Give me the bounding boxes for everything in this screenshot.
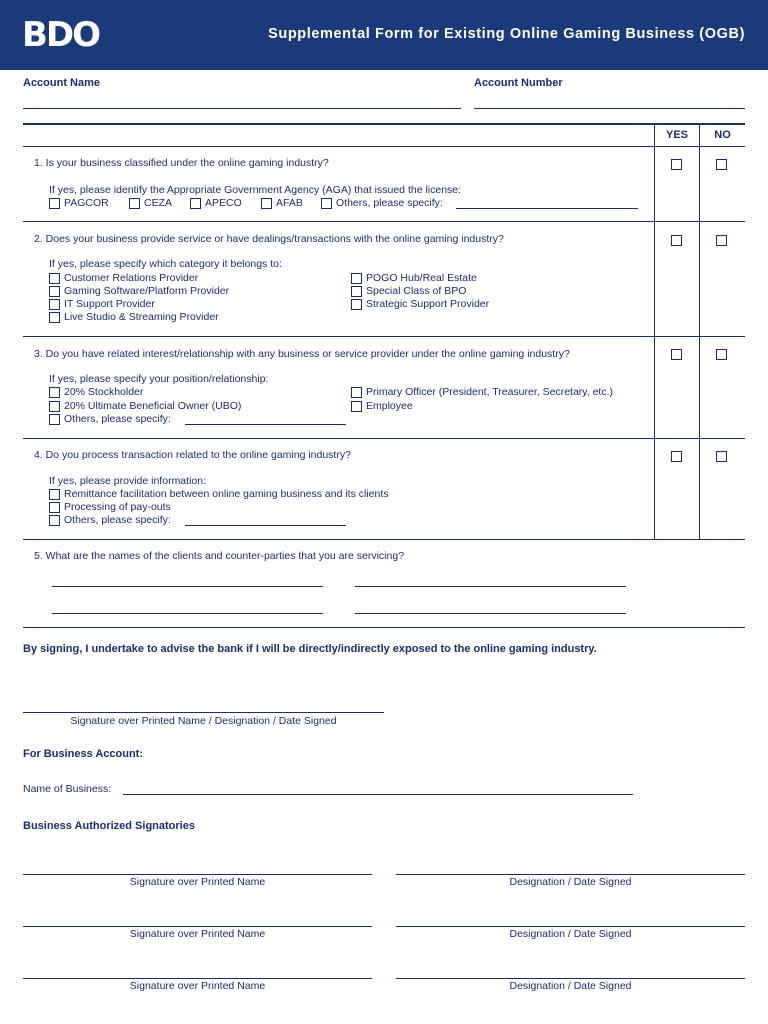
table-top-border [23,123,745,125]
q1-no-checkbox[interactable] [716,159,727,170]
signatories-heading: Business Authorized Signatories [23,820,195,832]
signatory-3-signature-field[interactable] [23,978,372,979]
option-label: IT Support Provider [64,298,155,310]
client-name-field-2[interactable] [355,586,626,587]
q4-no-checkbox[interactable] [716,451,727,462]
q2-yes-checkbox[interactable] [671,235,682,246]
checkbox[interactable] [351,299,362,310]
client-name-field-3[interactable] [52,613,323,614]
q4-prompt: If yes, please provide information: [49,475,206,487]
row-divider [23,221,745,222]
q1-prompt: If yes, please identify the Appropriate Government Agency (AGA) that issued the license: [49,184,462,196]
signatory-3-designation-caption: Designation / Date Signed [509,980,632,992]
signatory-3-designation-field[interactable] [396,978,745,979]
account-name-field[interactable] [23,108,461,109]
section-divider [23,627,745,628]
business-name-label: Name of Business: [23,783,112,795]
option-label: Primary Officer (President, Treasurer, Secretary, etc.) [366,386,614,398]
no-column-divider [699,124,700,539]
option-label: Remittance facilitation between online gaming business and its clients [64,488,389,500]
checkbox[interactable] [351,286,362,297]
q3-others-field[interactable] [185,424,346,425]
checkbox[interactable] [129,198,140,209]
checkbox[interactable] [49,502,60,513]
q1-yes-checkbox[interactable] [671,159,682,170]
q1-others-field[interactable] [456,208,638,209]
checkbox[interactable] [49,489,60,500]
checkbox[interactable] [49,198,60,209]
form-title: Supplemental Form for Existing Online Gaming Business (OGB) [268,26,745,42]
question-2: 2. Does your business provide service or have dealings/transactions with the online gaming industry? [34,233,504,245]
option-label: Others, please specify: [64,413,171,425]
client-name-field-4[interactable] [355,613,626,614]
client-name-field-1[interactable] [52,586,323,587]
checkbox[interactable] [261,198,272,209]
q4-yes-checkbox[interactable] [671,451,682,462]
option-label: Others, please specify: [336,197,443,209]
header-bar [0,0,768,70]
checkbox[interactable] [49,286,60,297]
row-divider [23,336,745,337]
option-label: PAGCOR [64,197,109,209]
option-label: Special Class of BPO [366,285,467,297]
q2-no-checkbox[interactable] [716,235,727,246]
signatory-1-designation-field[interactable] [396,874,745,875]
yes-column-divider [654,124,655,539]
option-label: 20% Stockholder [64,386,144,398]
checkbox[interactable] [49,401,60,412]
signatory-1-signature-caption: Signature over Printed Name [129,876,266,888]
account-number-label: Account Number [474,77,563,89]
signatory-2-signature-caption: Signature over Printed Name [129,928,266,940]
business-name-field[interactable] [123,794,633,795]
option-label: CEZA [144,197,173,209]
signature-caption: Signature over Printed Name / Designation / Date Signed [70,715,337,727]
account-name-label: Account Name [23,77,101,89]
question-3: 3. Do you have related interest/relationship with any business or service provider under the online gaming industry? [34,348,570,360]
signatory-2-designation-field[interactable] [396,926,745,927]
question-5: 5. What are the names of the clients and counter-parties that you are servicing? [34,550,405,562]
option-label: 20% Ultimate Beneficial Owner (UBO) [64,400,242,412]
undertaking-statement: By signing, I undertake to advise the bank if I will be directly/indirectly exposed to the online gaming industry. [23,643,597,655]
row-divider [23,539,745,540]
option-label: Live Studio & Streaming Provider [64,311,219,323]
option-label: POGO Hub/Real Estate [366,272,477,284]
q3-prompt: If yes, please specify your position/relationship: [49,373,269,385]
no-column-header: NO [714,129,731,141]
q4-others-field[interactable] [185,525,346,526]
option-label: Employee [366,400,413,412]
row-divider [23,438,745,439]
checkbox[interactable] [351,273,362,284]
signatory-3-signature-caption: Signature over Printed Name [129,980,266,992]
option-label: Strategic Support Provider [366,298,490,310]
option-label: Gaming Software/Platform Provider [64,285,230,297]
table-header-divider [23,146,745,147]
q3-yes-checkbox[interactable] [671,349,682,360]
checkbox[interactable] [49,414,60,425]
option-label: AFAB [276,197,303,209]
signatory-2-signature-field[interactable] [23,926,372,927]
question-4: 4. Do you process transaction related to the online gaming industry? [34,449,351,461]
checkbox[interactable] [49,273,60,284]
option-label: Processing of pay-outs [64,501,171,513]
option-label: APECO [205,197,242,209]
question-1: 1. Is your business classified under the online gaming industry? [34,157,329,169]
option-label: Customer Relations Provider [64,272,199,284]
signatory-2-designation-caption: Designation / Date Signed [509,928,632,940]
option-label: Others, please specify: [64,514,171,526]
checkbox[interactable] [321,198,332,209]
checkbox[interactable] [49,387,60,398]
q3-no-checkbox[interactable] [716,349,727,360]
checkbox[interactable] [49,515,60,526]
checkbox[interactable] [49,312,60,323]
signatory-1-designation-caption: Designation / Date Signed [509,876,632,888]
signatory-1-signature-field[interactable] [23,874,372,875]
checkbox[interactable] [351,401,362,412]
checkbox[interactable] [190,198,201,209]
bdo-logo: BDO [22,15,100,55]
q2-prompt: If yes, please specify which category it belongs to: [49,258,282,270]
checkbox[interactable] [351,387,362,398]
yes-column-header: YES [665,129,688,141]
signature-field[interactable] [23,712,384,713]
account-number-field[interactable] [474,108,745,109]
checkbox[interactable] [49,299,60,310]
business-account-heading: For Business Account: [23,748,143,760]
